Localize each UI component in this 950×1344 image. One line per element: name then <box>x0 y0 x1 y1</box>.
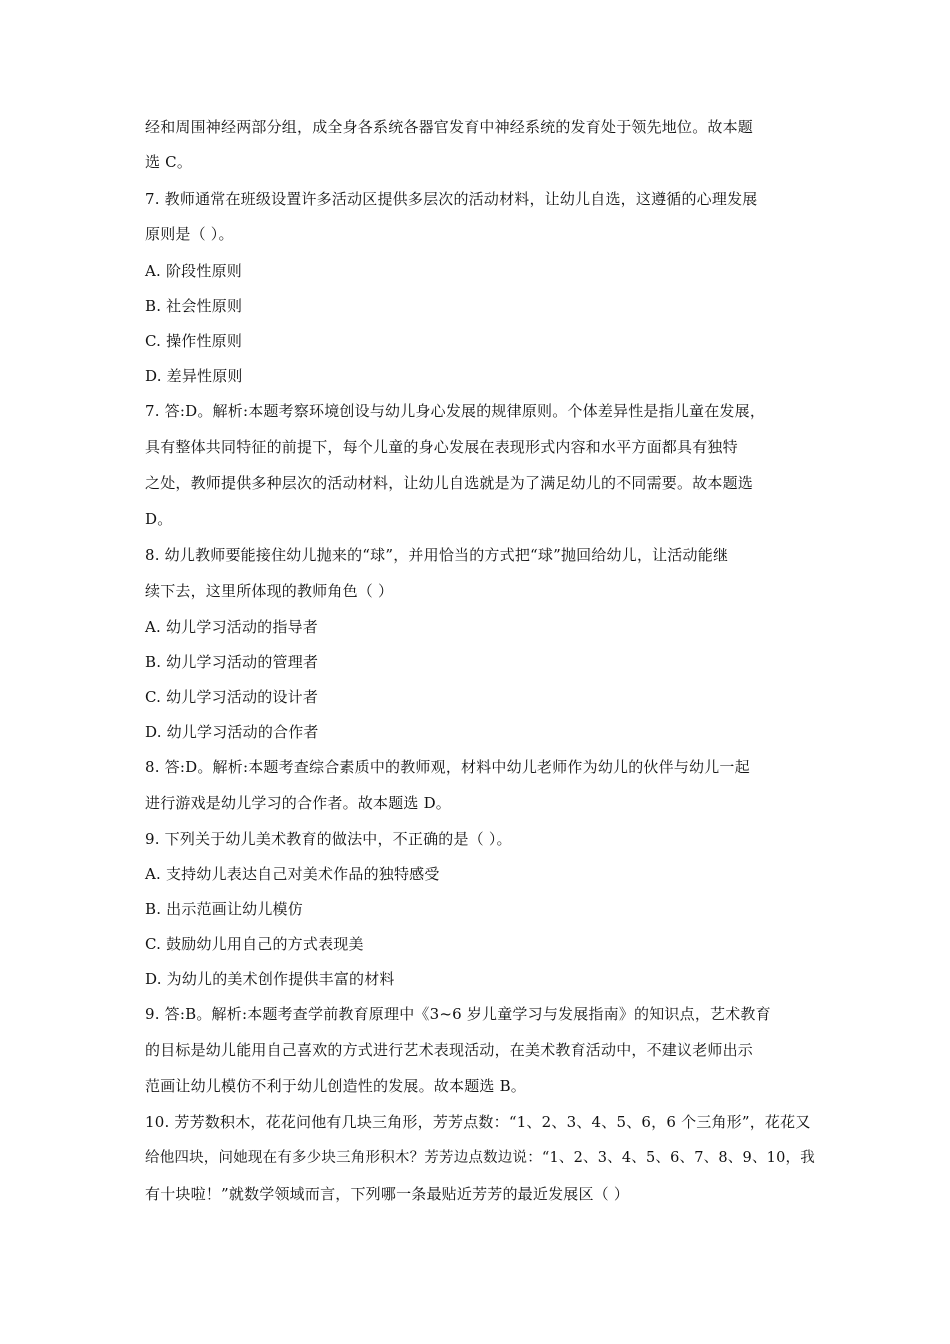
question-10-stem: 有十块啦！”就数学领域而言，下列哪一条最贴近芳芳的最近发展区（ ） <box>145 1185 630 1203</box>
answer-8-explanation: 进行游戏是幼儿学习的合作者。故本题选 D。 <box>145 794 451 812</box>
question-9-option-d: D. 为幼儿的美术创作提供丰富的材料 <box>145 970 395 988</box>
question-9-option-a: A. 支持幼儿表达自己对美术作品的独特感受 <box>145 865 440 883</box>
question-7-option-a: A. 阶段性原则 <box>145 262 242 280</box>
question-8-option-d: D. 幼儿学习活动的合作者 <box>145 723 319 741</box>
text-line: 选 C。 <box>145 153 193 171</box>
question-8-option-c: C. 幼儿学习活动的设计者 <box>145 688 319 706</box>
text-line: 经和周围神经两部分组，成全身各系统各器官发育中神经系统的发育处于领先地位。故本题 <box>145 118 754 136</box>
question-9-stem: 9. 下列关于幼儿美术教育的做法中，不正确的是（ ）。 <box>145 830 512 848</box>
answer-7-explanation: D。 <box>145 510 173 528</box>
question-8-option-b: B. 幼儿学习活动的管理者 <box>145 653 319 671</box>
answer-7-explanation: 之处，教师提供多种层次的活动材料，让幼儿自选就是为了满足幼儿的不同需要。故本题选 <box>145 474 754 492</box>
question-7-option-b: B. 社会性原则 <box>145 297 243 315</box>
question-7-stem: 原则是（ ）。 <box>145 225 234 243</box>
answer-9-explanation: 9. 答:B。解析:本题考查学前教育原理中《3~6 岁儿童学习与发展指南》的知识点，艺术教育 <box>145 1005 771 1023</box>
question-8-stem: 8. 幼儿教师要能接住幼儿抛来的“球”，并用恰当的方式把“球”抛回给幼儿，让活动能继 <box>145 546 729 564</box>
question-7-stem: 7. 教师通常在班级设置许多活动区提供多层次的活动材料，让幼儿自选，这遵循的心理发展 <box>145 190 758 208</box>
answer-9-explanation: 范画让幼儿模仿不利于幼儿创造性的发展。故本题选 B。 <box>145 1077 526 1095</box>
question-10-stem: 10. 芳芳数积木，花花问他有几块三角形，芳芳点数：“1、2、3、4、5、6，6 个三角形”，花花又 <box>145 1113 811 1131</box>
question-9-option-b: B. 出示范画让幼儿模仿 <box>145 900 303 918</box>
answer-7-explanation: 7. 答:D。解析:本题考察环境创设与幼儿身心发展的规律原则。个体差异性是指儿童在发展， <box>145 402 766 420</box>
answer-9-explanation: 的目标是幼儿能用自己喜欢的方式进行艺术表现活动，在美术教育活动中，不建议老师出示 <box>145 1041 754 1059</box>
question-8-option-a: A. 幼儿学习活动的指导者 <box>145 618 318 636</box>
question-10-stem: 给他四块，问她现在有多少块三角形积木？芳芳边点数边说：“1、2、3、4、5、6、7、8、9、10，我 <box>145 1150 815 1166</box>
question-9-option-c: C. 鼓励幼儿用自己的方式表现美 <box>145 935 364 953</box>
answer-8-explanation: 8. 答:D。解析:本题考查综合素质中的教师观，材料中幼儿老师作为幼儿的伙伴与幼儿一起 <box>145 758 750 776</box>
question-7-option-c: C. 操作性原则 <box>145 332 243 350</box>
answer-7-explanation: 具有整体共同特征的前提下，每个儿童的身心发展在表现形式内容和水平方面都具有独特 <box>145 438 738 456</box>
question-7-option-d: D. 差异性原则 <box>145 367 243 385</box>
question-8-stem: 续下去，这里所体现的教师角色（ ） <box>145 582 394 600</box>
